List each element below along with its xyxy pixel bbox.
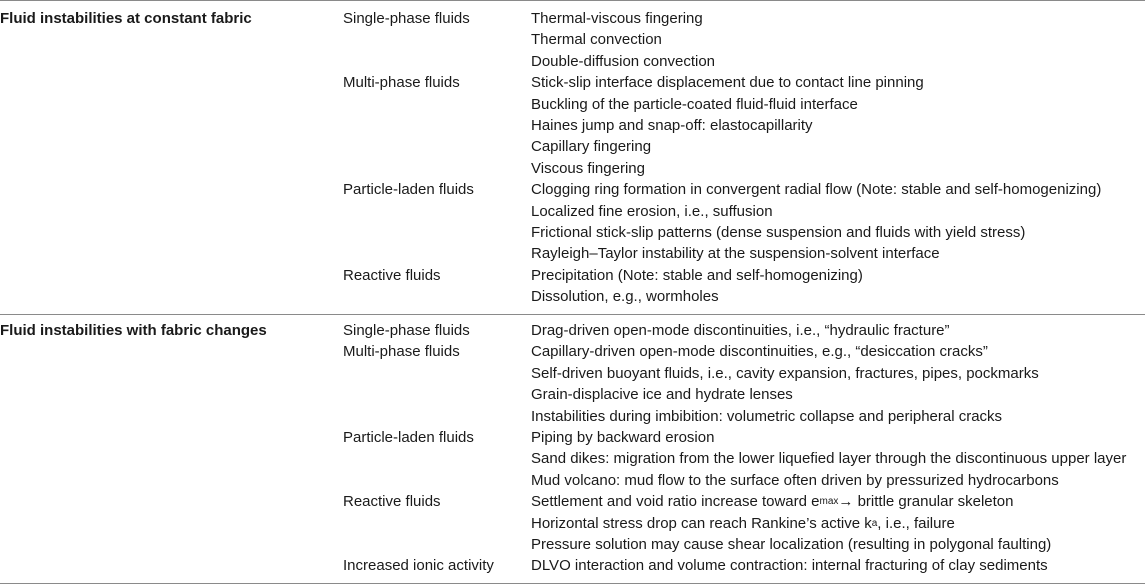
table-row [0, 8, 1145, 29]
table-row [0, 427, 1145, 448]
instability-item: Horizontal stress drop can reach Rankine’s active k a , i.e., failure [531, 514, 955, 532]
subcategory-label: Single-phase fluids [343, 10, 470, 27]
table-bottom-rule [0, 583, 1145, 584]
section-divider-rule [0, 314, 1145, 315]
subcategory-label: Reactive fluids [343, 266, 441, 284]
instability-item: Haines jump and snap-off: elastocapillarity [531, 116, 813, 134]
instability-item: Clogging ring formation in convergent radial flow (Note: stable and self-homogenizing) [531, 181, 1102, 199]
table-row [0, 51, 1145, 72]
table-row [0, 470, 1145, 491]
instability-item: Frictional stick-slip patterns (dense suspension and fluids with yield stress) [531, 223, 1026, 241]
table-row [0, 265, 1145, 286]
subcategory-label: Multi-phase fluids [343, 74, 460, 92]
section-fabric-changes [0, 320, 1145, 577]
section-rows [0, 8, 1145, 307]
table-row [0, 534, 1145, 555]
table-row [0, 363, 1145, 384]
instability-item: Precipitation (Note: stable and self-homogenizing) [531, 266, 863, 284]
instability-item: Rayleigh–Taylor instability at the suspension-solvent interface [531, 245, 940, 263]
table-row [0, 243, 1145, 264]
table-row [0, 136, 1145, 157]
subcategory-label: Single-phase fluids [343, 322, 470, 339]
subcategory-label: Particle-laden fluids [343, 181, 474, 199]
instability-item: Settlement and void ratio increase toward e max → brittle granular skeleton [531, 493, 1014, 511]
instability-item: Buckling of the particle-coated fluid-fluid interface [531, 95, 858, 113]
table-row [0, 222, 1145, 243]
table-row [0, 406, 1145, 427]
section-rows [0, 320, 1145, 577]
instability-item: DLVO interaction and volume contraction: internal fracturing of clay sediments [531, 557, 1048, 575]
table-row [0, 513, 1145, 534]
table-row [0, 555, 1145, 576]
table-row [0, 320, 1145, 341]
instability-item: Piping by backward erosion [531, 428, 715, 446]
table-top-rule [0, 0, 1145, 1]
table-row [0, 491, 1145, 512]
instability-item: Dissolution, e.g., wormholes [531, 288, 719, 306]
instability-item: Capillary fingering [531, 138, 652, 156]
table-row [0, 72, 1145, 93]
instability-item: Thermal convection [531, 31, 662, 49]
table-row [0, 179, 1145, 200]
subcategory-label: Reactive fluids [343, 493, 441, 511]
instability-item: Thermal-viscous fingering [531, 10, 703, 27]
subcategory-label: Particle-laden fluids [343, 428, 474, 446]
instability-item: Stick-slip interface displacement due to contact line pinning [531, 74, 924, 92]
table-row [0, 201, 1145, 222]
instability-item: Viscous fingering [531, 159, 645, 177]
subcategory-label: Multi-phase fluids [343, 343, 460, 361]
instability-item: Mud volcano: mud flow to the surface often driven by pressurized hydrocarbons [531, 471, 1059, 489]
category-label: Fluid instabilities with fabric changes [0, 322, 267, 339]
category-label: Fluid instabilities at constant fabric [0, 10, 252, 27]
instability-item: Instabilities during imbibition: volumetric collapse and peripheral cracks [531, 407, 1003, 425]
instability-item: Capillary-driven open-mode discontinuities, e.g., “desiccation cracks” [531, 343, 988, 361]
table-row [0, 94, 1145, 115]
instability-item: Grain-displacive ice and hydrate lenses [531, 386, 793, 404]
table-row [0, 158, 1145, 179]
table-row [0, 286, 1145, 307]
table-row [0, 29, 1145, 50]
instability-item: Pressure solution may cause shear localization (resulting in polygonal faulting) [531, 535, 1052, 553]
instability-item: Drag-driven open-mode discontinuities, i.e., “hydraulic fracture” [531, 322, 950, 339]
instability-item: Self-driven buoyant fluids, i.e., cavity expansion, fractures, pipes, pockmarks [531, 364, 1039, 382]
table-row [0, 448, 1145, 469]
subcategory-label: Increased ionic activity [343, 557, 494, 575]
table-row [0, 384, 1145, 405]
section-constant-fabric [0, 8, 1145, 307]
instability-item: Localized fine erosion, i.e., suffusion [531, 202, 773, 220]
table-row [0, 341, 1145, 362]
instability-item: Sand dikes: migration from the lower liquefied layer through the discontinuous upper layer [531, 450, 1127, 468]
instability-item: Double-diffusion convection [531, 52, 716, 70]
table-row [0, 115, 1145, 136]
